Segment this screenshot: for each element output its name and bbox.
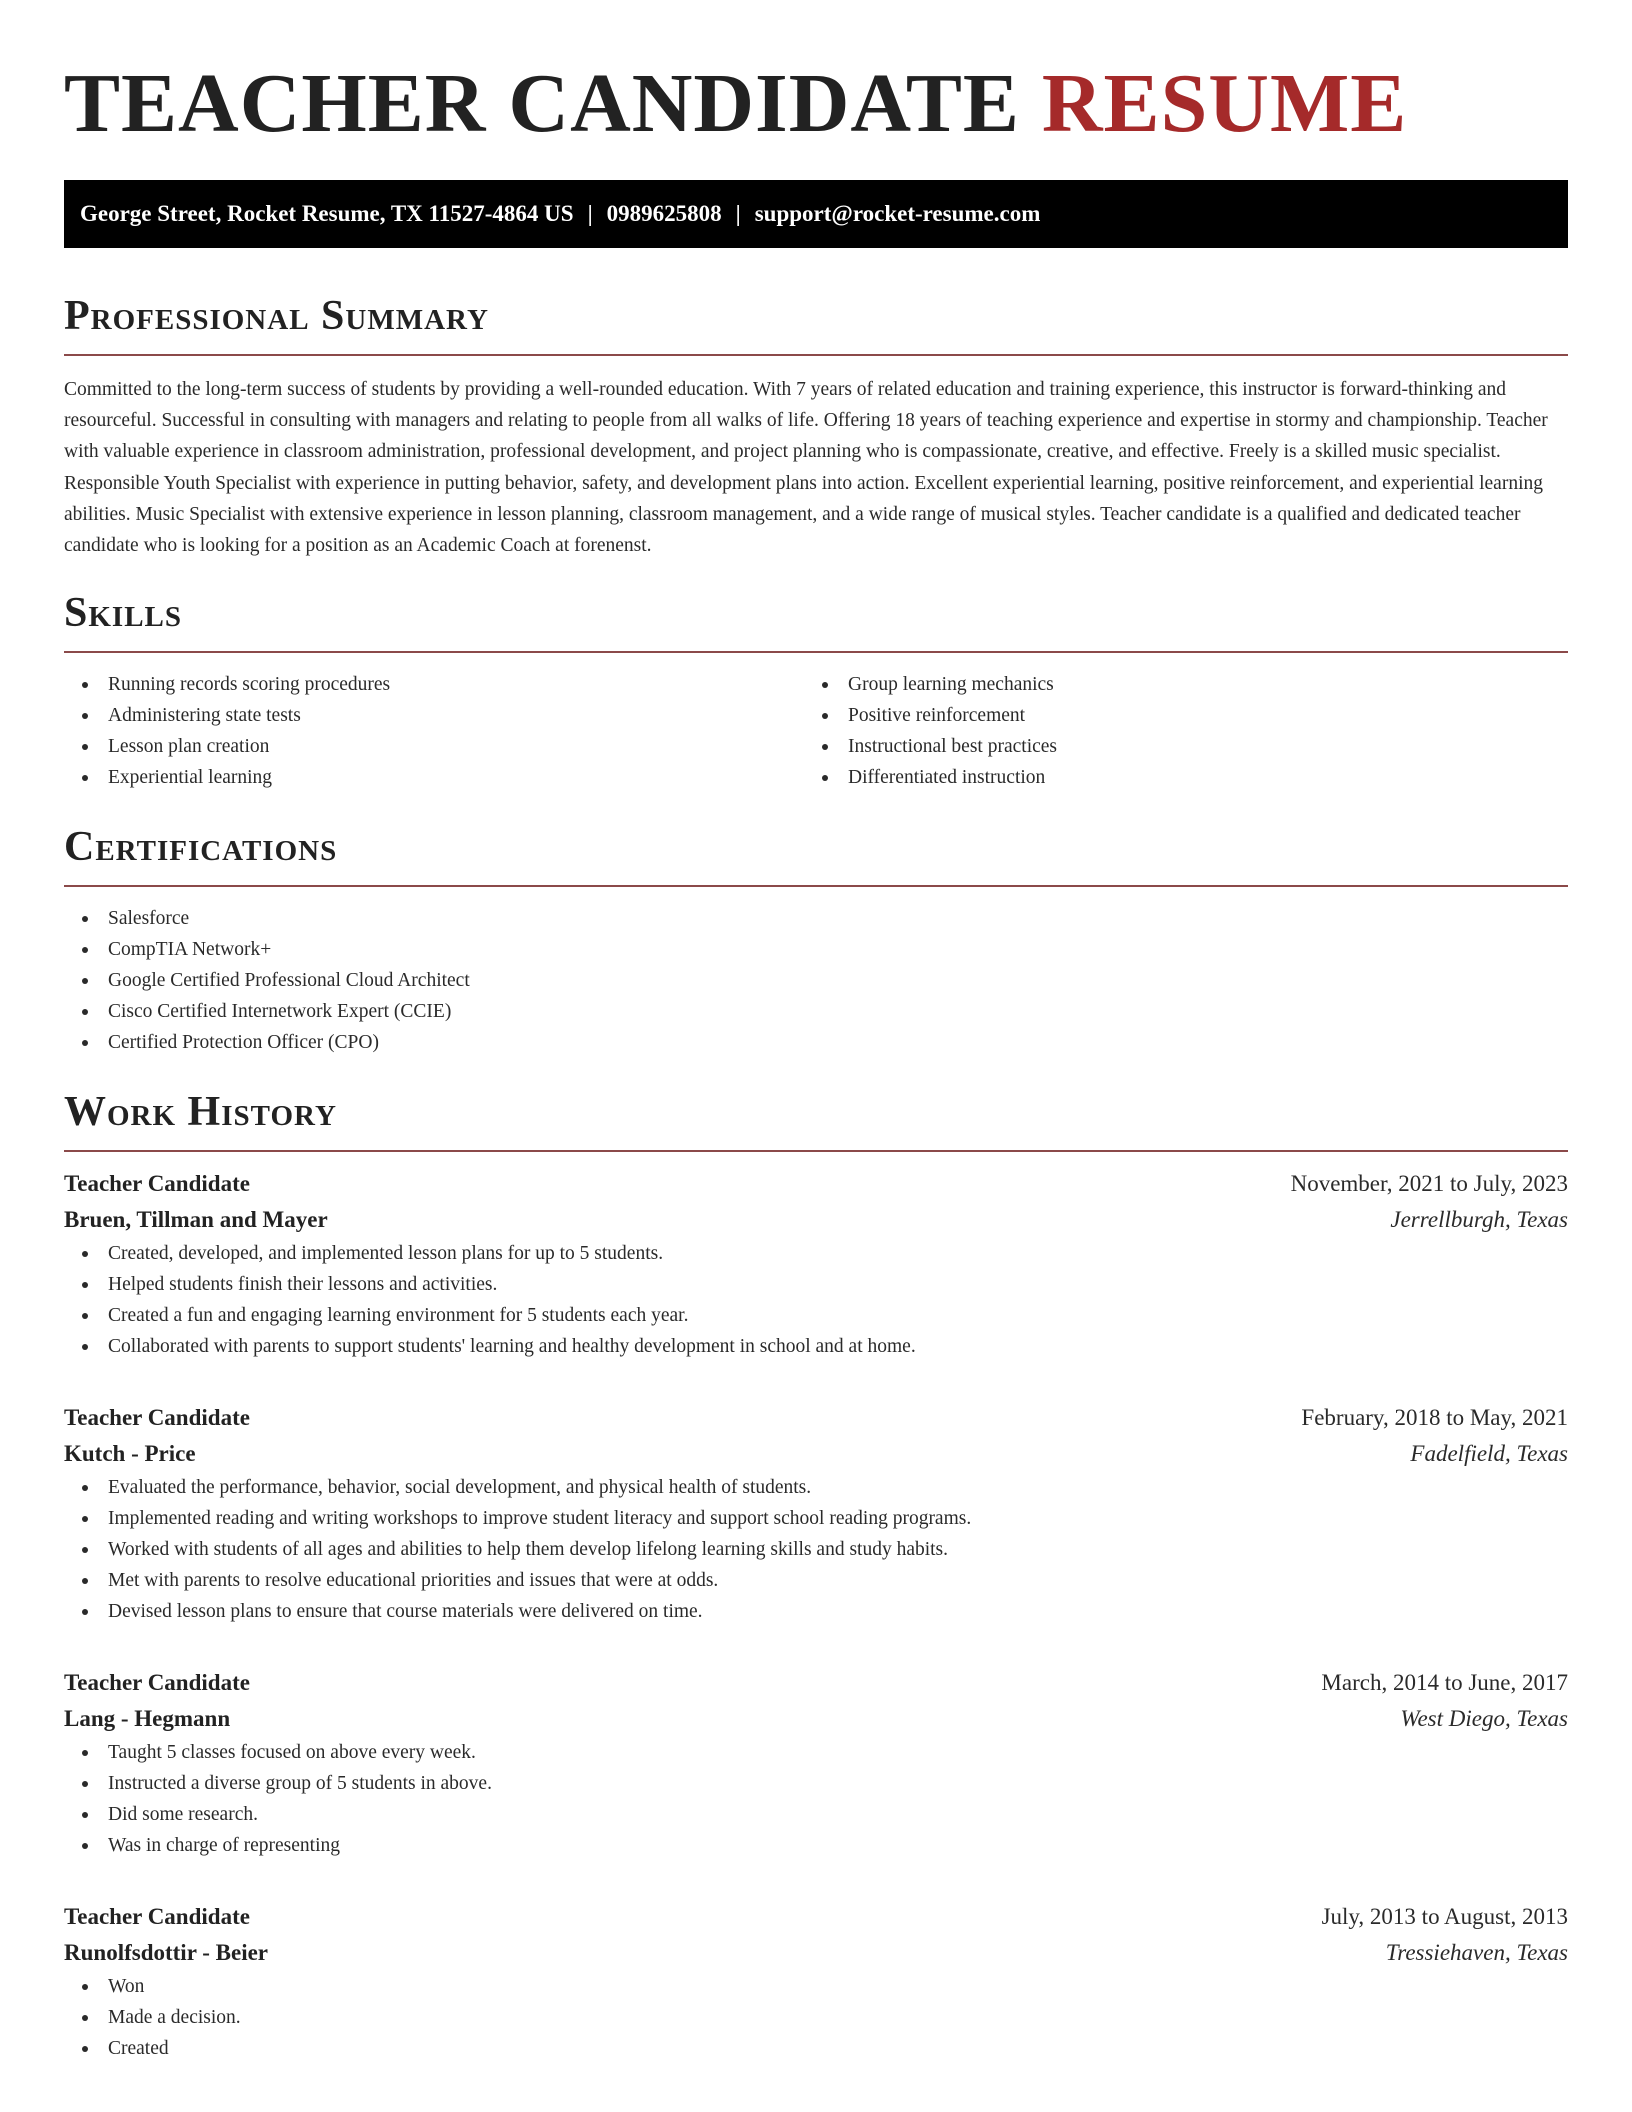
job-duty-item: Made a decision. [64, 2002, 1568, 2033]
skill-item: Group learning mechanics [804, 669, 1544, 700]
certification-item: Salesforce [64, 903, 1568, 934]
summary-heading: Professional Summary [64, 293, 489, 339]
skill-item: Lesson plan creation [64, 731, 804, 762]
section-divider [64, 1150, 1568, 1152]
job-header [64, 1665, 1568, 1701]
resume-title-accent: RESUME [1041, 57, 1408, 150]
job-duty-item: Helped students finish their lessons and activities. [64, 1269, 1568, 1300]
job-company: Runolfsdottir - Beier [64, 1940, 269, 1966]
job-location: Tressiehaven, Texas [1385, 1940, 1568, 1966]
job-duty-item: Taught 5 classes focused on above every week. [64, 1737, 1568, 1768]
job-duty-item: Worked with students of all ages and abilities to help them develop lifelong learning skills and study habits. [64, 1534, 1568, 1565]
skills-list-right [804, 669, 1544, 793]
certification-item: Cisco Certified Internetwork Expert (CCIE) [64, 996, 1568, 1027]
section-divider [64, 651, 1568, 653]
job-header [64, 1166, 1568, 1202]
contact-phone: 0989625808 [606, 201, 722, 226]
job-duty-item: Collaborated with parents to support students' learning and healthy development in school and at home. [64, 1331, 1568, 1362]
work-history-heading: Work History [64, 1089, 337, 1136]
job-duty-item: Created [64, 2033, 1568, 2064]
certifications-list [64, 903, 1568, 1058]
certifications-heading: Certifications [64, 824, 338, 871]
job-title: Teacher Candidate [64, 1405, 250, 1431]
job-dates: November, 2021 to July, 2023 [1290, 1171, 1568, 1197]
job-dates: July, 2013 to August, 2013 [1321, 1904, 1568, 1930]
job-entry [64, 1166, 1568, 1362]
job-subheader [64, 1202, 1568, 1238]
certification-item: Google Certified Professional Cloud Architect [64, 965, 1568, 996]
work-history-section [64, 1088, 1568, 2064]
summary-text: Committed to the long-term success of students by providing a well-rounded education. With 7 years of related education and training experience, this instructor is forward-thinking and resourceful. Successful in consulting with managers and relating to people from all walks of life. Offering 18 years of teaching experience and expertise in stormy and championship. Teacher with valuable experience in classroom administration, professional development, and project planning who is compassionate, creative, and effective. Freely is a skilled music specialist. Responsible Youth Specialist with experience in putting behavior, safety, and development plans into action. Excellent experiential learning, positive reinforcement, and experiential learning abilities. Music Specialist with extensive experience in lesson planning, classroom management, and a wide range of musical styles. Teacher candidate is a qualified and dedicated teacher candidate who is looking for a position as an Academic Coach at forenenst. [64, 379, 1548, 557]
skills-section [64, 589, 1568, 793]
job-title: Teacher Candidate [64, 1670, 250, 1696]
job-location: Jerrellburgh, Texas [1390, 1207, 1568, 1233]
resume-title [64, 0, 1568, 152]
job-header [64, 1400, 1568, 1436]
job-title: Teacher Candidate [64, 1171, 250, 1197]
job-company: Bruen, Tillman and Mayer [64, 1207, 328, 1233]
section-divider [64, 885, 1568, 887]
job-duty-item: Created a fun and engaging learning environment for 5 students each year. [64, 1300, 1568, 1331]
resume-title-main: TEACHER CANDIDATE [64, 57, 1020, 150]
certifications-section [64, 823, 1568, 1058]
job-duty-item: Evaluated the performance, behavior, social development, and physical health of students. [64, 1472, 1568, 1503]
job-duty-item: Won [64, 1971, 1568, 2002]
job-duty-item: Implemented reading and writing workshops to improve student literacy and support school reading programs. [64, 1503, 1568, 1534]
skill-item: Positive reinforcement [804, 700, 1544, 731]
job-duty-item: Met with parents to resolve educational priorities and issues that were at odds. [64, 1565, 1568, 1596]
skill-item: Experiential learning [64, 762, 804, 793]
skills-list-left [64, 669, 804, 793]
contact-separator: | [735, 201, 741, 226]
job-duty-item: Was in charge of representing [64, 1830, 1568, 1861]
job-duty-item: Did some research. [64, 1799, 1568, 1830]
contact-separator: | [587, 201, 593, 226]
summary-section [64, 292, 1568, 561]
job-dates: March, 2014 to June, 2017 [1321, 1670, 1568, 1696]
job-subheader [64, 1935, 1568, 1971]
skill-item: Instructional best practices [804, 731, 1544, 762]
section-divider [64, 354, 1568, 356]
job-location: West Diego, Texas [1400, 1706, 1568, 1732]
resume-page [64, 0, 1568, 2064]
job-subheader [64, 1701, 1568, 1737]
contact-address: George Street, Rocket Resume, TX 11527-4864 US [80, 201, 574, 226]
skills-heading: Skills [64, 590, 183, 637]
job-company: Lang - Hegmann [64, 1706, 231, 1732]
skills-grid [64, 669, 1568, 793]
job-dates: February, 2018 to May, 2021 [1301, 1405, 1568, 1431]
job-duty-item: Instructed a diverse group of 5 students in above. [64, 1768, 1568, 1799]
job-duty-item: Created, developed, and implemented lesson plans for up to 5 students. [64, 1238, 1568, 1269]
job-entry [64, 1400, 1568, 1627]
certification-item: CompTIA Network+ [64, 934, 1568, 965]
skill-item: Differentiated instruction [804, 762, 1544, 793]
contact-email: support@rocket-resume.com [754, 201, 1041, 226]
job-location: Fadelfield, Texas [1410, 1441, 1568, 1467]
job-duty-item: Devised lesson plans to ensure that course materials were delivered on time. [64, 1596, 1568, 1627]
job-entry [64, 1665, 1568, 1861]
skill-item: Running records scoring procedures [64, 669, 804, 700]
job-subheader [64, 1436, 1568, 1472]
contact-bar [64, 180, 1568, 248]
certification-item: Certified Protection Officer (CPO) [64, 1027, 1568, 1058]
job-company: Kutch - Price [64, 1441, 196, 1467]
job-duties [64, 1238, 1568, 1362]
job-duties [64, 1472, 1568, 1627]
job-entry [64, 1899, 1568, 2064]
job-duties [64, 1737, 1568, 1861]
skill-item: Administering state tests [64, 700, 804, 731]
job-header [64, 1899, 1568, 1935]
job-duties [64, 1971, 1568, 2064]
job-title: Teacher Candidate [64, 1904, 250, 1930]
